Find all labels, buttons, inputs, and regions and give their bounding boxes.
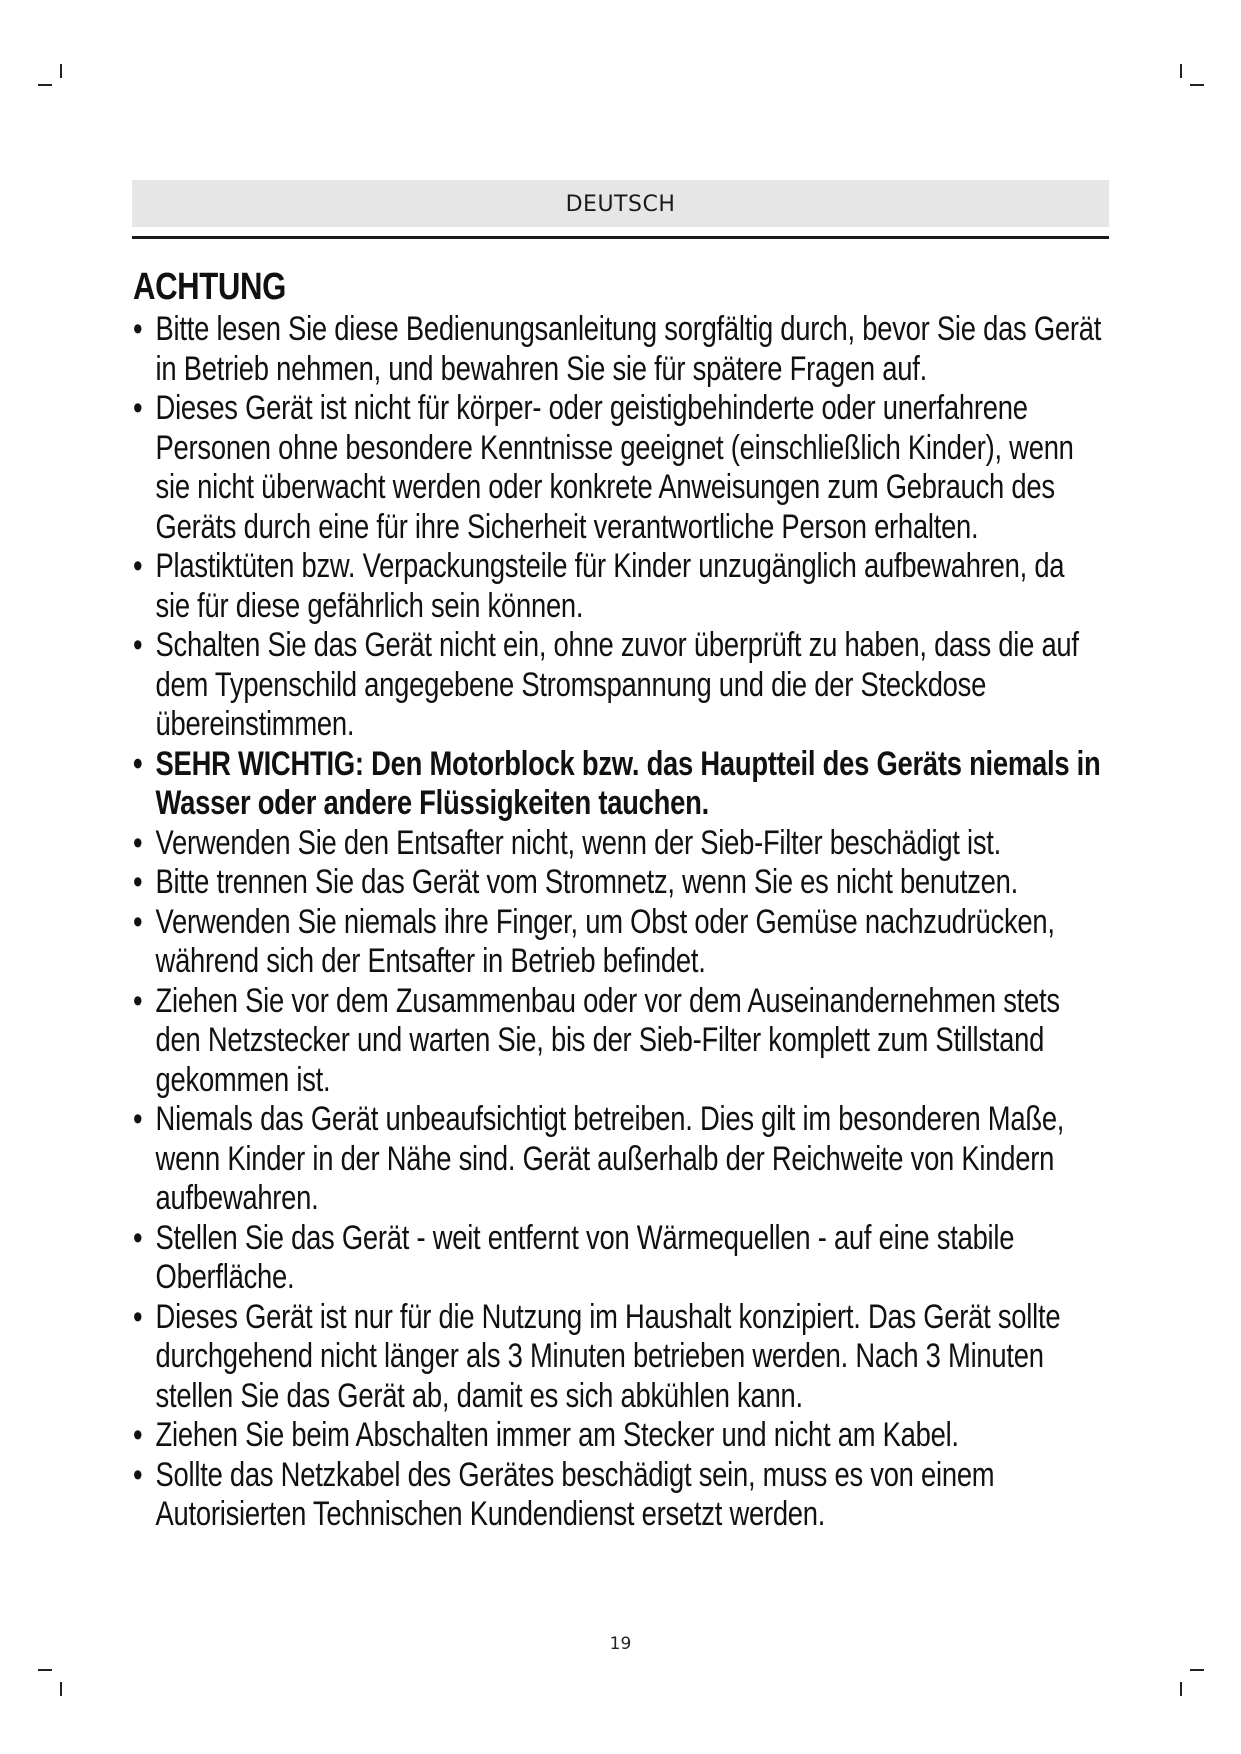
page-number: 19 xyxy=(609,1634,632,1654)
list-item: • Sollte das Netzkabel des Gerätes beschädigt sein, muss es von einem Autorisierten Technischen Kundendienst ersetzt werden. xyxy=(133,1456,1105,1535)
crop-mark-top-left-v xyxy=(60,64,62,78)
list-item: • Verwenden Sie den Entsafter nicht, wenn der Sieb-Filter beschädigt ist. xyxy=(133,824,1105,864)
header-rule xyxy=(132,236,1109,239)
list-item: • Dieses Gerät ist nur für die Nutzung im Haushalt konzipiert. Das Gerät sollte durchgehend nicht länger als 3 Minuten betrieben werden. Nach 3 Minuten stellen Sie das Gerät ab, damit es sich abkühlen kann. xyxy=(133,1298,1105,1417)
crop-mark-bottom-left-v xyxy=(60,1682,62,1696)
crop-mark-top-right-v xyxy=(1180,64,1182,78)
list-item: • Ziehen Sie vor dem Zusammenbau oder vor dem Auseinandernehmen stets den Netzstecker und warten Sie, bis der Sieb-Filter komplett zum Stillstand gekommen ist. xyxy=(133,982,1105,1101)
list-item: • Niemals das Gerät unbeaufsichtigt betreiben. Dies gilt im besonderen Maße, wenn Kinder in der Nähe sind. Gerät außerhalb der Reichweite von Kindern aufbewahren. xyxy=(133,1100,1105,1219)
list-item: • Schalten Sie das Gerät nicht ein, ohne zuvor überprüft zu haben, dass die auf dem Typenschild angegebene Stromspannung und die der Steckdose übereinstimmen. xyxy=(133,626,1105,745)
list-item: • Bitte trennen Sie das Gerät vom Stromnetz, wenn Sie es nicht benutzen. xyxy=(133,863,1105,903)
warning-section xyxy=(133,266,1128,1535)
list-item: • Verwenden Sie niemals ihre Finger, um Obst oder Gemüse nachzudrücken, während sich der Entsafter in Betrieb befindet. xyxy=(133,903,1105,982)
list-item: • Stellen Sie das Gerät - weit entfernt von Wärmequellen - auf eine stabile Oberfläche. xyxy=(133,1219,1105,1298)
crop-mark-bottom-right-v xyxy=(1180,1682,1182,1696)
list-item: • Plastiktüten bzw. Verpackungsteile für Kinder unzugänglich aufbewahren, da sie für diese gefährlich sein können. xyxy=(133,547,1105,626)
crop-mark-bottom-left-h xyxy=(38,1669,52,1671)
section-title: ACHTUNG xyxy=(133,266,286,308)
list-item-important: • SEHR WICHTIG: Den Motorblock bzw. das Hauptteil des Geräts niemals in Wasser oder andere Flüssigkeiten tauchen. xyxy=(133,745,1105,824)
crop-mark-top-right-h xyxy=(1190,84,1204,86)
list-item: • Ziehen Sie beim Abschalten immer am Stecker und nicht am Kabel. xyxy=(133,1416,1105,1456)
list-item: • Bitte lesen Sie diese Bedienungsanleitung sorgfältig durch, bevor Sie das Gerät in Betrieb nehmen, und bewahren Sie sie für spätere Fragen auf. xyxy=(133,310,1105,389)
language-header: DEUTSCH xyxy=(565,192,676,217)
crop-mark-bottom-right-h xyxy=(1190,1669,1204,1671)
crop-mark-top-left-h xyxy=(38,84,52,86)
list-item: • Dieses Gerät ist nicht für körper- oder geistigbehinderte oder unerfahrene Personen ohne besondere Kenntnisse geeignet (einschließlich Kinder), wenn sie nicht überwacht werden oder konkrete Anweisungen zum Gebrauch des Geräts durch eine für ihre Sicherheit verantwortliche Person erhalten. xyxy=(133,389,1105,547)
warning-list xyxy=(133,310,1128,1535)
